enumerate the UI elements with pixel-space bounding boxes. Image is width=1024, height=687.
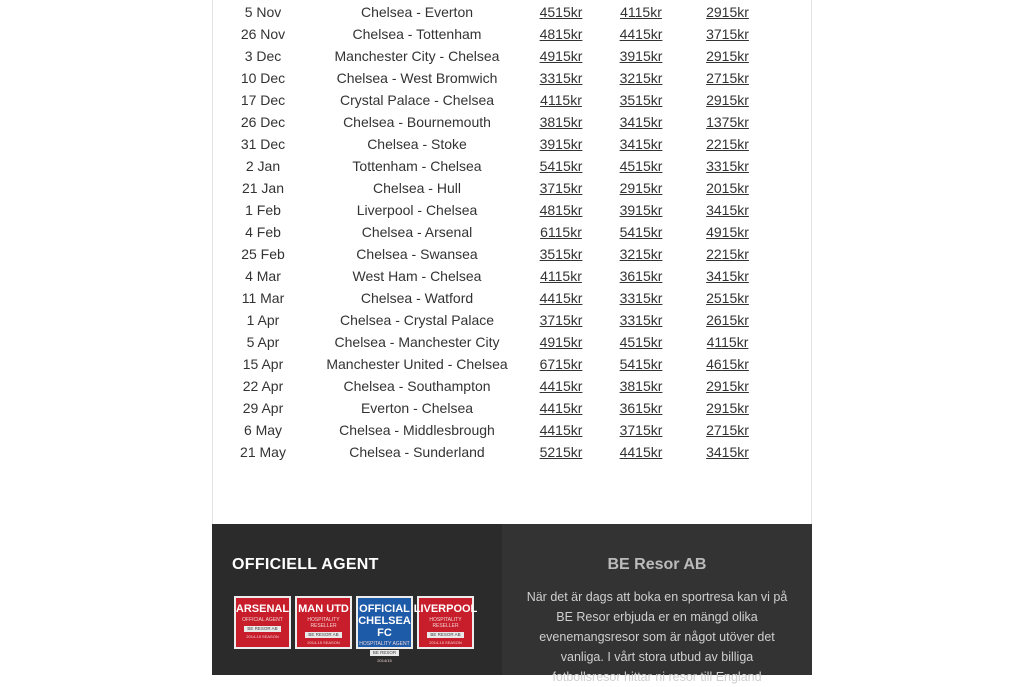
fixture-date-cell [213, 23, 313, 45]
fixture-match-cell [313, 1, 521, 23]
price-link-1-cell [521, 441, 601, 463]
fixture-date-cell [213, 265, 313, 287]
fixture-match: Chelsea - Middlesbrough [339, 422, 495, 438]
fixture-row [213, 67, 774, 89]
price-link-3[interactable]: 2915kr [706, 4, 749, 20]
price-link-1[interactable]: 6115kr [540, 224, 582, 240]
fixture-date-cell [213, 309, 313, 331]
fixture-match: Chelsea - Stoke [367, 136, 467, 152]
price-link-1-cell [521, 133, 601, 155]
agent-badge[interactable] [234, 596, 291, 649]
fixture-date-cell [213, 243, 313, 265]
fixture-date: 4 Mar [245, 268, 281, 284]
fixture-match-cell [313, 45, 521, 67]
fixture-date-cell [213, 111, 313, 133]
fixture-row [213, 331, 774, 353]
fixture-date-cell [213, 155, 313, 177]
price-link-1-cell [521, 1, 601, 23]
price-link-2[interactable]: 3315kr [619, 312, 663, 328]
price-link-1[interactable]: 4515kr [539, 4, 583, 20]
price-link-1[interactable]: 4815kr [539, 202, 583, 218]
price-link-2[interactable]: 3515kr [619, 92, 663, 108]
price-link-2[interactable]: 3315kr [619, 290, 663, 306]
fixture-row [213, 375, 774, 397]
fixture-date: 25 Feb [241, 246, 285, 262]
fixture-match: Chelsea - Sunderland [349, 444, 485, 460]
fixture-row [213, 133, 774, 155]
price-link-3[interactable]: 2215kr [706, 246, 749, 262]
price-link-3-cell [681, 67, 774, 89]
price-link-1-cell [521, 23, 601, 45]
fixture-date-cell [213, 221, 313, 243]
fixture-match-cell [313, 199, 521, 221]
badge-season: 2014/15 [377, 658, 392, 663]
fixture-match: Chelsea - West Bromwich [336, 70, 498, 86]
price-link-2-cell [601, 309, 681, 331]
price-link-2[interactable]: 4115kr [620, 4, 662, 20]
price-link-3[interactable]: 1375kr [706, 114, 749, 130]
fixture-date: 4 Feb [245, 224, 281, 240]
price-link-2-cell [601, 45, 681, 67]
fixture-date: 26 Nov [240, 26, 286, 42]
price-link-2-cell [601, 199, 681, 221]
badge-season: 2014-15 SEASON [246, 634, 279, 639]
fixture-date: 17 Dec [240, 92, 286, 108]
fixtures-panel [212, 0, 812, 525]
price-link-3[interactable]: 2215kr [706, 136, 749, 152]
fixtures-table [213, 1, 774, 463]
price-link-1-cell [521, 111, 601, 133]
price-link-3-cell [681, 397, 774, 419]
fixture-row [213, 199, 774, 221]
fixture-match: Chelsea - Arsenal [361, 224, 473, 240]
badge-company: BE RESOR [370, 650, 399, 656]
fixture-row [213, 419, 774, 441]
fixture-match: Crystal Palace - Chelsea [339, 92, 495, 108]
badge-season: 2014-15 SEASON [429, 640, 462, 645]
fixture-date: 1 Apr [246, 312, 280, 328]
badge-subtitle: HOSPITALITY RESELLER [429, 617, 462, 629]
badge-company: BE RESOR AB [305, 632, 341, 638]
price-link-1[interactable]: 3515kr [539, 246, 583, 262]
agent-badge[interactable] [356, 596, 413, 663]
price-link-1[interactable]: 3715kr [539, 180, 583, 196]
price-link-3[interactable]: 4915kr [706, 224, 749, 240]
price-link-2-cell [601, 23, 681, 45]
price-link-3-cell [681, 155, 774, 177]
agent-badge[interactable] [295, 596, 352, 649]
price-link-3[interactable]: 4115kr [706, 334, 749, 350]
price-link-3[interactable]: 4615kr [706, 356, 749, 372]
fixture-match-cell [313, 331, 521, 353]
badge-name: ARSENAL [235, 603, 290, 615]
price-link-3[interactable]: 2915kr [706, 92, 749, 108]
fixture-date-cell [213, 89, 313, 111]
price-link-2[interactable]: 4515kr [619, 334, 663, 350]
fixture-match: Everton - Chelsea [360, 400, 474, 416]
price-link-3[interactable]: 2015kr [706, 180, 749, 196]
price-link-2[interactable]: 3915kr [619, 48, 663, 64]
price-link-1[interactable]: 4915kr [539, 48, 583, 64]
price-link-1-cell [521, 375, 601, 397]
fixture-row [213, 155, 774, 177]
price-link-1-cell [521, 89, 601, 111]
price-link-2-cell [601, 353, 681, 375]
fixture-match: Chelsea - Everton [360, 4, 474, 20]
fixture-match-cell [313, 441, 521, 463]
fixture-row [213, 287, 774, 309]
fixture-date-cell [213, 397, 313, 419]
fixture-date-cell [213, 287, 313, 309]
fixture-match: Manchester United - Chelsea [326, 356, 508, 372]
fixture-row [213, 243, 774, 265]
price-link-2-cell [601, 243, 681, 265]
fixture-match-cell [313, 397, 521, 419]
fixture-date: 21 May [240, 444, 286, 460]
price-link-1-cell [521, 287, 601, 309]
fixture-match-cell [313, 177, 521, 199]
price-link-1[interactable]: 4415kr [539, 400, 583, 416]
fixture-row [213, 89, 774, 111]
company-title: BE Resor AB [607, 556, 707, 573]
badge-name: OFFICIAL CHELSEA FC [358, 603, 411, 639]
price-link-1[interactable]: 3815kr [539, 114, 583, 130]
price-link-3-cell [681, 111, 774, 133]
fixture-match-cell [313, 243, 521, 265]
price-link-3[interactable]: 2915kr [706, 48, 749, 64]
price-link-1-cell [521, 177, 601, 199]
fixture-match-cell [313, 111, 521, 133]
price-link-1[interactable]: 3315kr [539, 70, 583, 86]
price-link-2[interactable]: 2915kr [619, 180, 663, 196]
price-link-3-cell [681, 133, 774, 155]
fixture-row [213, 1, 774, 23]
price-link-2[interactable]: 3415kr [619, 136, 663, 152]
fixture-match-cell [313, 419, 521, 441]
fixture-match: West Ham - Chelsea [352, 268, 482, 284]
fixture-match-cell [313, 287, 521, 309]
price-link-1[interactable]: 5415kr [539, 158, 583, 174]
badge-subtitle: HOSPITALITY RESELLER [307, 617, 340, 629]
price-link-3-cell [681, 1, 774, 23]
fixture-date-cell [213, 199, 313, 221]
price-link-2-cell [601, 419, 681, 441]
price-link-2-cell [601, 67, 681, 89]
price-link-2[interactable]: 3815kr [619, 378, 663, 394]
badge-subtitle: OFFICIAL AGENT [242, 617, 283, 623]
fixture-date-cell [213, 67, 313, 89]
price-link-1[interactable]: 6715kr [539, 356, 583, 372]
price-link-1-cell [521, 331, 601, 353]
agent-badge[interactable] [413, 596, 478, 649]
price-link-3-cell [681, 45, 774, 67]
price-link-1[interactable]: 4415kr [539, 422, 583, 438]
price-link-1-cell [521, 419, 601, 441]
company-section [502, 524, 812, 684]
price-link-3[interactable]: 3715kr [706, 26, 749, 42]
fixture-match-cell [313, 265, 521, 287]
fixture-date: 26 Dec [240, 114, 286, 130]
price-link-1[interactable]: 4915kr [539, 334, 583, 350]
price-link-2-cell [601, 397, 681, 419]
price-link-3-cell [681, 309, 774, 331]
price-link-3-cell [681, 375, 774, 397]
price-link-3-cell [681, 419, 774, 441]
fixture-row [213, 309, 774, 331]
fixture-match: Chelsea - Hull [373, 180, 461, 196]
fixture-match-cell [313, 155, 521, 177]
price-link-2[interactable]: 3615kr [619, 268, 663, 284]
price-link-3-cell [681, 23, 774, 45]
fixture-row [213, 111, 774, 133]
price-link-3-cell [681, 177, 774, 199]
fixture-date: 2 Jan [245, 158, 281, 174]
fixture-date-cell [213, 375, 313, 397]
price-link-1-cell [521, 67, 601, 89]
price-link-3[interactable]: 2515kr [706, 290, 749, 306]
fixture-date: 11 Mar [241, 290, 285, 306]
price-link-2[interactable]: 5415kr [619, 356, 663, 372]
price-link-1[interactable]: 4815kr [539, 26, 583, 42]
fixture-date: 10 Dec [240, 70, 286, 86]
official-agent-section [212, 524, 502, 675]
fixture-match: Chelsea - Swansea [356, 246, 478, 262]
price-link-3-cell [681, 331, 774, 353]
fixture-date-cell [213, 177, 313, 199]
price-link-1-cell [521, 353, 601, 375]
fixture-date-cell [213, 419, 313, 441]
fixture-row [213, 353, 774, 375]
badge-company: BE RESOR AB [244, 626, 280, 632]
price-link-3[interactable]: 2715kr [706, 70, 749, 86]
price-link-3[interactable]: 2615kr [706, 312, 749, 328]
fixture-match: Chelsea - Southampton [343, 378, 491, 394]
fixture-match: Tottenham - Chelsea [352, 158, 482, 174]
fixture-date: 3 Dec [244, 48, 282, 64]
price-link-2[interactable]: 4515kr [619, 158, 663, 174]
fixtures-table-body [213, 1, 774, 463]
fixture-date: 5 Nov [244, 4, 282, 20]
price-link-2-cell [601, 221, 681, 243]
fixture-match-cell [313, 309, 521, 331]
fixture-match: Chelsea - Manchester City [334, 334, 500, 350]
price-link-2-cell [601, 331, 681, 353]
fixture-row [213, 23, 774, 45]
price-link-2-cell [601, 287, 681, 309]
price-link-2[interactable]: 4415kr [619, 26, 663, 42]
fixture-match: Manchester City - Chelsea [334, 48, 500, 64]
price-link-2-cell [601, 441, 681, 463]
fixture-match-cell [313, 67, 521, 89]
fixture-match-cell [313, 221, 521, 243]
agent-badges [234, 596, 478, 663]
price-link-3[interactable]: 3315kr [706, 158, 749, 174]
fixture-match: Chelsea - Crystal Palace [339, 312, 495, 328]
price-link-1-cell [521, 309, 601, 331]
fixture-match: Liverpool - Chelsea [356, 202, 478, 218]
fixture-date: 5 Apr [246, 334, 280, 350]
fixture-match: Chelsea - Bournemouth [343, 114, 491, 130]
fixture-row [213, 265, 774, 287]
price-link-2[interactable]: 4415kr [619, 444, 663, 460]
price-link-1-cell [521, 199, 601, 221]
price-link-3[interactable]: 2715kr [706, 422, 749, 438]
price-link-3-cell [681, 287, 774, 309]
price-link-2-cell [601, 133, 681, 155]
price-link-1[interactable]: 5215kr [539, 444, 583, 460]
price-link-1-cell [521, 45, 601, 67]
price-link-3-cell [681, 221, 774, 243]
price-link-2[interactable]: 3415kr [619, 114, 663, 130]
fixture-row [213, 397, 774, 419]
price-link-2[interactable]: 3615kr [619, 400, 663, 416]
price-link-1-cell [521, 221, 601, 243]
company-description: När det är dags att boka en sportresa kan vi på BE Resor erbjuda er en mängd olika evenemangsresor som är något utöver det vanliga. I vårt stora utbud av billiga fotbollsresor hittar ni resor till England [526, 590, 788, 684]
price-link-2-cell [601, 89, 681, 111]
price-link-2[interactable]: 5415kr [619, 224, 663, 240]
fixture-date-cell [213, 441, 313, 463]
fixture-date-cell [213, 331, 313, 353]
price-link-1[interactable]: 3915kr [539, 136, 583, 152]
price-link-3-cell [681, 353, 774, 375]
fixture-date-cell [213, 133, 313, 155]
price-link-3-cell [681, 199, 774, 221]
price-link-1-cell [521, 397, 601, 419]
price-link-1[interactable]: 3715kr [539, 312, 583, 328]
footer [212, 524, 812, 684]
fixture-date-cell [213, 45, 313, 67]
price-link-2[interactable]: 3215kr [619, 70, 663, 86]
fixture-match-cell [313, 353, 521, 375]
price-link-1[interactable]: 4415kr [539, 290, 583, 306]
price-link-1[interactable]: 4115kr [540, 268, 582, 284]
fixture-row [213, 221, 774, 243]
price-link-3-cell [681, 441, 774, 463]
price-link-3[interactable]: 3415kr [706, 444, 749, 460]
price-link-2[interactable]: 3215kr [619, 246, 663, 262]
price-link-3[interactable]: 2915kr [706, 378, 749, 394]
price-link-2-cell [601, 265, 681, 287]
fixture-date: 1 Feb [245, 202, 281, 218]
price-link-1-cell [521, 243, 601, 265]
price-link-1[interactable]: 4415kr [539, 378, 583, 394]
price-link-2-cell [601, 375, 681, 397]
fixture-date: 29 Apr [242, 400, 284, 416]
price-link-2-cell [601, 155, 681, 177]
fixture-match-cell [313, 133, 521, 155]
fixture-date-cell [213, 353, 313, 375]
official-agent-title: OFFICIELL AGENT [232, 556, 379, 573]
price-link-2[interactable]: 3715kr [619, 422, 663, 438]
price-link-3[interactable]: 3415kr [706, 202, 749, 218]
fixture-date-cell [213, 1, 313, 23]
fixture-match-cell [313, 375, 521, 397]
price-link-3[interactable]: 3415kr [706, 268, 749, 284]
price-link-1-cell [521, 265, 601, 287]
fixture-match-cell [313, 89, 521, 111]
badge-name: MAN UTD [298, 603, 349, 615]
price-link-2-cell [601, 177, 681, 199]
fixture-date: 31 Dec [240, 136, 286, 152]
badge-subtitle: HOSPITALITY AGENT [359, 641, 410, 647]
price-link-3[interactable]: 2915kr [706, 400, 749, 416]
price-link-3-cell [681, 243, 774, 265]
badge-season: 2014-15 SEASON [307, 640, 340, 645]
fixture-row [213, 177, 774, 199]
fixture-match: Chelsea - Watford [360, 290, 474, 306]
fixture-date: 22 Apr [242, 378, 284, 394]
fixture-match: Chelsea - Tottenham [352, 26, 482, 42]
price-link-2[interactable]: 3915kr [619, 202, 663, 218]
price-link-2-cell [601, 111, 681, 133]
price-link-3-cell [681, 265, 774, 287]
fixture-date: 6 May [243, 422, 283, 438]
fixture-date: 21 Jan [241, 180, 285, 196]
price-link-1[interactable]: 4115kr [540, 92, 582, 108]
price-link-1-cell [521, 155, 601, 177]
price-link-2-cell [601, 1, 681, 23]
badge-name: LIVERPOOL [413, 603, 478, 615]
fixture-row [213, 45, 774, 67]
fixture-match-cell [313, 23, 521, 45]
price-link-3-cell [681, 89, 774, 111]
badge-company: BE RESOR AB [427, 632, 463, 638]
fixture-row [213, 441, 774, 463]
fixture-date: 15 Apr [242, 356, 284, 372]
